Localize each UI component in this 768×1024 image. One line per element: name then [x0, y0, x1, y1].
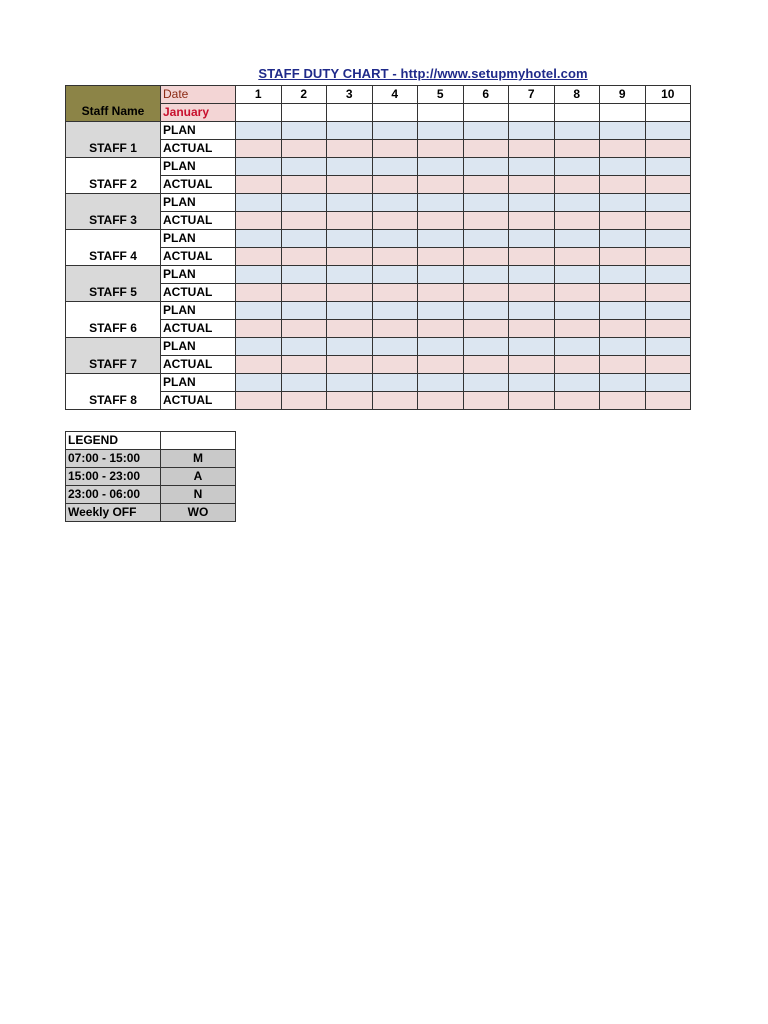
- day-header: 10: [645, 86, 691, 104]
- actual-shift-cell[interactable]: [372, 248, 418, 266]
- staff-name-cell: STAFF 1: [66, 122, 161, 158]
- actual-shift-cell[interactable]: [554, 176, 600, 194]
- plan-shift-cell[interactable]: [327, 338, 373, 356]
- actual-shift-cell[interactable]: [600, 212, 646, 230]
- actual-shift-cell[interactable]: [554, 248, 600, 266]
- plan-shift-cell[interactable]: [554, 158, 600, 176]
- legend-shift-time: 15:00 - 23:00: [66, 468, 161, 486]
- actual-shift-cell[interactable]: [281, 140, 327, 158]
- actual-shift-cell[interactable]: [600, 392, 646, 410]
- actual-shift-cell[interactable]: [509, 140, 555, 158]
- plan-shift-cell[interactable]: [327, 266, 373, 284]
- actual-shift-cell[interactable]: [327, 140, 373, 158]
- actual-shift-cell[interactable]: [509, 320, 555, 338]
- plan-label: PLAN: [161, 302, 236, 320]
- month-day-cell[interactable]: [600, 104, 646, 122]
- actual-shift-cell[interactable]: [418, 320, 464, 338]
- actual-shift-cell[interactable]: [372, 284, 418, 302]
- plan-shift-cell[interactable]: [281, 158, 327, 176]
- actual-shift-cell[interactable]: [236, 212, 282, 230]
- plan-shift-cell[interactable]: [418, 194, 464, 212]
- plan-shift-cell[interactable]: [509, 158, 555, 176]
- actual-shift-cell[interactable]: [372, 392, 418, 410]
- actual-shift-cell[interactable]: [327, 320, 373, 338]
- legend-shift-code: N: [161, 486, 236, 504]
- plan-label: PLAN: [161, 338, 236, 356]
- actual-shift-cell[interactable]: [236, 176, 282, 194]
- actual-shift-cell[interactable]: [645, 392, 691, 410]
- plan-shift-cell[interactable]: [372, 266, 418, 284]
- staff-name-cell: STAFF 2: [66, 158, 161, 194]
- plan-shift-cell[interactable]: [418, 122, 464, 140]
- day-header: 5: [418, 86, 464, 104]
- staff-name-cell: STAFF 4: [66, 230, 161, 266]
- plan-shift-cell[interactable]: [327, 122, 373, 140]
- actual-shift-cell[interactable]: [463, 284, 509, 302]
- actual-shift-cell[interactable]: [418, 140, 464, 158]
- plan-label: PLAN: [161, 266, 236, 284]
- actual-shift-cell[interactable]: [509, 356, 555, 374]
- actual-shift-cell[interactable]: [281, 212, 327, 230]
- plan-shift-cell[interactable]: [509, 374, 555, 392]
- legend-shift-time: 07:00 - 15:00: [66, 450, 161, 468]
- plan-shift-cell[interactable]: [600, 338, 646, 356]
- staff-name-cell: STAFF 6: [66, 302, 161, 338]
- actual-shift-cell[interactable]: [418, 176, 464, 194]
- plan-shift-cell[interactable]: [236, 266, 282, 284]
- plan-shift-cell[interactable]: [418, 338, 464, 356]
- day-header: 7: [509, 86, 555, 104]
- plan-shift-cell[interactable]: [236, 338, 282, 356]
- actual-shift-cell[interactable]: [372, 140, 418, 158]
- plan-shift-cell[interactable]: [554, 122, 600, 140]
- actual-shift-cell[interactable]: [236, 140, 282, 158]
- plan-shift-cell[interactable]: [509, 266, 555, 284]
- actual-label: ACTUAL: [161, 176, 236, 194]
- actual-shift-cell[interactable]: [236, 356, 282, 374]
- actual-shift-cell[interactable]: [600, 176, 646, 194]
- actual-shift-cell[interactable]: [600, 356, 646, 374]
- legend-row: [66, 468, 236, 486]
- plan-shift-cell[interactable]: [645, 266, 691, 284]
- plan-shift-cell[interactable]: [418, 266, 464, 284]
- plan-shift-cell[interactable]: [281, 374, 327, 392]
- duty-chart-table: [65, 85, 691, 410]
- plan-shift-cell[interactable]: [645, 230, 691, 248]
- plan-shift-cell[interactable]: [281, 302, 327, 320]
- actual-shift-cell[interactable]: [236, 392, 282, 410]
- staff-name-cell: STAFF 7: [66, 338, 161, 374]
- staff-plan-row: [66, 266, 691, 284]
- actual-shift-cell[interactable]: [509, 284, 555, 302]
- plan-shift-cell[interactable]: [372, 122, 418, 140]
- actual-shift-cell[interactable]: [327, 356, 373, 374]
- plan-shift-cell[interactable]: [463, 158, 509, 176]
- day-header: 1: [236, 86, 282, 104]
- actual-shift-cell[interactable]: [281, 248, 327, 266]
- staff-plan-row: [66, 122, 691, 140]
- plan-shift-cell[interactable]: [645, 338, 691, 356]
- plan-shift-cell[interactable]: [600, 122, 646, 140]
- legend-shift-code: M: [161, 450, 236, 468]
- plan-shift-cell[interactable]: [327, 158, 373, 176]
- plan-shift-cell[interactable]: [600, 302, 646, 320]
- actual-label: ACTUAL: [161, 212, 236, 230]
- actual-shift-cell[interactable]: [372, 356, 418, 374]
- actual-shift-cell[interactable]: [554, 212, 600, 230]
- actual-shift-cell[interactable]: [327, 176, 373, 194]
- plan-shift-cell[interactable]: [463, 338, 509, 356]
- plan-shift-cell[interactable]: [236, 230, 282, 248]
- plan-shift-cell[interactable]: [463, 122, 509, 140]
- day-header: 4: [372, 86, 418, 104]
- actual-shift-cell[interactable]: [281, 176, 327, 194]
- plan-shift-cell[interactable]: [372, 374, 418, 392]
- actual-shift-cell[interactable]: [418, 356, 464, 374]
- plan-shift-cell[interactable]: [418, 302, 464, 320]
- legend-shift-time: 23:00 - 06:00: [66, 486, 161, 504]
- actual-shift-cell[interactable]: [463, 320, 509, 338]
- actual-shift-cell[interactable]: [645, 140, 691, 158]
- actual-label: ACTUAL: [161, 392, 236, 410]
- legend-row: [66, 486, 236, 504]
- plan-shift-cell[interactable]: [600, 266, 646, 284]
- legend-title: LEGEND: [66, 432, 161, 450]
- actual-shift-cell[interactable]: [645, 284, 691, 302]
- plan-shift-cell[interactable]: [372, 302, 418, 320]
- date-label: Date: [161, 86, 236, 104]
- actual-shift-cell[interactable]: [554, 356, 600, 374]
- actual-label: ACTUAL: [161, 284, 236, 302]
- legend-row: [66, 504, 236, 522]
- legend-header-row: [66, 432, 236, 450]
- actual-shift-cell[interactable]: [372, 320, 418, 338]
- actual-shift-cell[interactable]: [463, 212, 509, 230]
- actual-shift-cell[interactable]: [509, 392, 555, 410]
- staff-name-cell: STAFF 5: [66, 266, 161, 302]
- plan-shift-cell[interactable]: [600, 230, 646, 248]
- plan-shift-cell[interactable]: [236, 158, 282, 176]
- plan-shift-cell[interactable]: [236, 302, 282, 320]
- actual-label: ACTUAL: [161, 320, 236, 338]
- plan-shift-cell[interactable]: [281, 230, 327, 248]
- month-day-cell[interactable]: [554, 104, 600, 122]
- plan-shift-cell[interactable]: [463, 194, 509, 212]
- plan-shift-cell[interactable]: [645, 122, 691, 140]
- actual-shift-cell[interactable]: [236, 320, 282, 338]
- month-day-cell[interactable]: [281, 104, 327, 122]
- actual-shift-cell[interactable]: [645, 356, 691, 374]
- staff-plan-row: [66, 158, 691, 176]
- plan-shift-cell[interactable]: [509, 194, 555, 212]
- actual-shift-cell[interactable]: [418, 392, 464, 410]
- actual-shift-cell[interactable]: [463, 176, 509, 194]
- actual-shift-cell[interactable]: [236, 284, 282, 302]
- actual-shift-cell[interactable]: [281, 284, 327, 302]
- actual-shift-cell[interactable]: [509, 176, 555, 194]
- plan-shift-cell[interactable]: [372, 338, 418, 356]
- plan-shift-cell[interactable]: [372, 230, 418, 248]
- chart-title: STAFF DUTY CHART - http://www.setupmyhotel.com: [258, 66, 588, 81]
- actual-shift-cell[interactable]: [645, 248, 691, 266]
- plan-shift-cell[interactable]: [509, 302, 555, 320]
- staff-plan-row: [66, 302, 691, 320]
- actual-shift-cell[interactable]: [509, 248, 555, 266]
- day-header: 6: [463, 86, 509, 104]
- plan-shift-cell[interactable]: [418, 230, 464, 248]
- plan-shift-cell[interactable]: [554, 230, 600, 248]
- plan-label: PLAN: [161, 122, 236, 140]
- plan-shift-cell[interactable]: [281, 266, 327, 284]
- actual-label: ACTUAL: [161, 356, 236, 374]
- legend-title-blank: [161, 432, 236, 450]
- plan-shift-cell[interactable]: [600, 194, 646, 212]
- actual-shift-cell[interactable]: [554, 140, 600, 158]
- day-header: 3: [327, 86, 373, 104]
- actual-shift-cell[interactable]: [463, 248, 509, 266]
- plan-shift-cell[interactable]: [281, 338, 327, 356]
- plan-shift-cell[interactable]: [236, 122, 282, 140]
- plan-shift-cell[interactable]: [509, 338, 555, 356]
- staff-plan-row: [66, 374, 691, 392]
- plan-shift-cell[interactable]: [645, 302, 691, 320]
- actual-shift-cell[interactable]: [463, 140, 509, 158]
- month-day-cell[interactable]: [645, 104, 691, 122]
- plan-shift-cell[interactable]: [600, 374, 646, 392]
- actual-shift-cell[interactable]: [554, 392, 600, 410]
- plan-shift-cell[interactable]: [463, 230, 509, 248]
- staff-plan-row: [66, 194, 691, 212]
- actual-shift-cell[interactable]: [645, 212, 691, 230]
- actual-shift-cell[interactable]: [645, 176, 691, 194]
- month-day-cell[interactable]: [372, 104, 418, 122]
- plan-shift-cell[interactable]: [327, 194, 373, 212]
- plan-shift-cell[interactable]: [645, 158, 691, 176]
- plan-shift-cell[interactable]: [554, 194, 600, 212]
- day-header: 8: [554, 86, 600, 104]
- actual-shift-cell[interactable]: [327, 392, 373, 410]
- actual-shift-cell[interactable]: [600, 320, 646, 338]
- plan-label: PLAN: [161, 158, 236, 176]
- plan-shift-cell[interactable]: [554, 302, 600, 320]
- plan-shift-cell[interactable]: [236, 194, 282, 212]
- day-header: 2: [281, 86, 327, 104]
- legend-shift-code: WO: [161, 504, 236, 522]
- actual-shift-cell[interactable]: [600, 284, 646, 302]
- plan-shift-cell[interactable]: [509, 230, 555, 248]
- actual-label: ACTUAL: [161, 248, 236, 266]
- plan-shift-cell[interactable]: [327, 230, 373, 248]
- actual-shift-cell[interactable]: [600, 140, 646, 158]
- plan-shift-cell[interactable]: [600, 158, 646, 176]
- plan-shift-cell[interactable]: [418, 158, 464, 176]
- actual-shift-cell[interactable]: [327, 248, 373, 266]
- staff-name-cell: STAFF 8: [66, 374, 161, 410]
- month-day-cell[interactable]: [327, 104, 373, 122]
- plan-shift-cell[interactable]: [281, 122, 327, 140]
- legend-shift-code: A: [161, 468, 236, 486]
- staff-plan-row: [66, 230, 691, 248]
- actual-shift-cell[interactable]: [372, 176, 418, 194]
- actual-label: ACTUAL: [161, 140, 236, 158]
- actual-shift-cell[interactable]: [327, 212, 373, 230]
- actual-shift-cell[interactable]: [418, 284, 464, 302]
- staff-name-header: Staff Name: [66, 86, 161, 122]
- month-day-cell[interactable]: [509, 104, 555, 122]
- plan-shift-cell[interactable]: [463, 302, 509, 320]
- actual-shift-cell[interactable]: [418, 212, 464, 230]
- plan-shift-cell[interactable]: [554, 338, 600, 356]
- legend-table: [65, 431, 236, 522]
- plan-shift-cell[interactable]: [281, 194, 327, 212]
- month-day-cell[interactable]: [463, 104, 509, 122]
- plan-label: PLAN: [161, 230, 236, 248]
- actual-shift-cell[interactable]: [281, 356, 327, 374]
- staff-plan-row: [66, 338, 691, 356]
- actual-shift-cell[interactable]: [281, 392, 327, 410]
- plan-shift-cell[interactable]: [509, 122, 555, 140]
- actual-shift-cell[interactable]: [236, 248, 282, 266]
- plan-shift-cell[interactable]: [327, 302, 373, 320]
- month-day-cell[interactable]: [236, 104, 282, 122]
- plan-shift-cell[interactable]: [463, 266, 509, 284]
- actual-shift-cell[interactable]: [600, 248, 646, 266]
- plan-label: PLAN: [161, 194, 236, 212]
- month-label: January: [161, 104, 236, 122]
- day-header: 9: [600, 86, 646, 104]
- actual-shift-cell[interactable]: [463, 392, 509, 410]
- actual-shift-cell[interactable]: [327, 284, 373, 302]
- plan-shift-cell[interactable]: [645, 374, 691, 392]
- actual-shift-cell[interactable]: [554, 284, 600, 302]
- legend-row: [66, 450, 236, 468]
- actual-shift-cell[interactable]: [509, 212, 555, 230]
- plan-shift-cell[interactable]: [372, 194, 418, 212]
- actual-shift-cell[interactable]: [418, 248, 464, 266]
- actual-shift-cell[interactable]: [463, 356, 509, 374]
- plan-shift-cell[interactable]: [236, 374, 282, 392]
- actual-shift-cell[interactable]: [281, 320, 327, 338]
- plan-shift-cell[interactable]: [554, 266, 600, 284]
- month-day-cell[interactable]: [418, 104, 464, 122]
- plan-shift-cell[interactable]: [463, 374, 509, 392]
- actual-shift-cell[interactable]: [372, 212, 418, 230]
- plan-shift-cell[interactable]: [418, 374, 464, 392]
- plan-shift-cell[interactable]: [554, 374, 600, 392]
- actual-shift-cell[interactable]: [645, 320, 691, 338]
- staff-name-cell: STAFF 3: [66, 194, 161, 230]
- plan-label: PLAN: [161, 374, 236, 392]
- plan-shift-cell[interactable]: [372, 158, 418, 176]
- header-row-dates: [66, 86, 691, 104]
- actual-shift-cell[interactable]: [554, 320, 600, 338]
- legend-shift-time: Weekly OFF: [66, 504, 161, 522]
- plan-shift-cell[interactable]: [327, 374, 373, 392]
- plan-shift-cell[interactable]: [645, 194, 691, 212]
